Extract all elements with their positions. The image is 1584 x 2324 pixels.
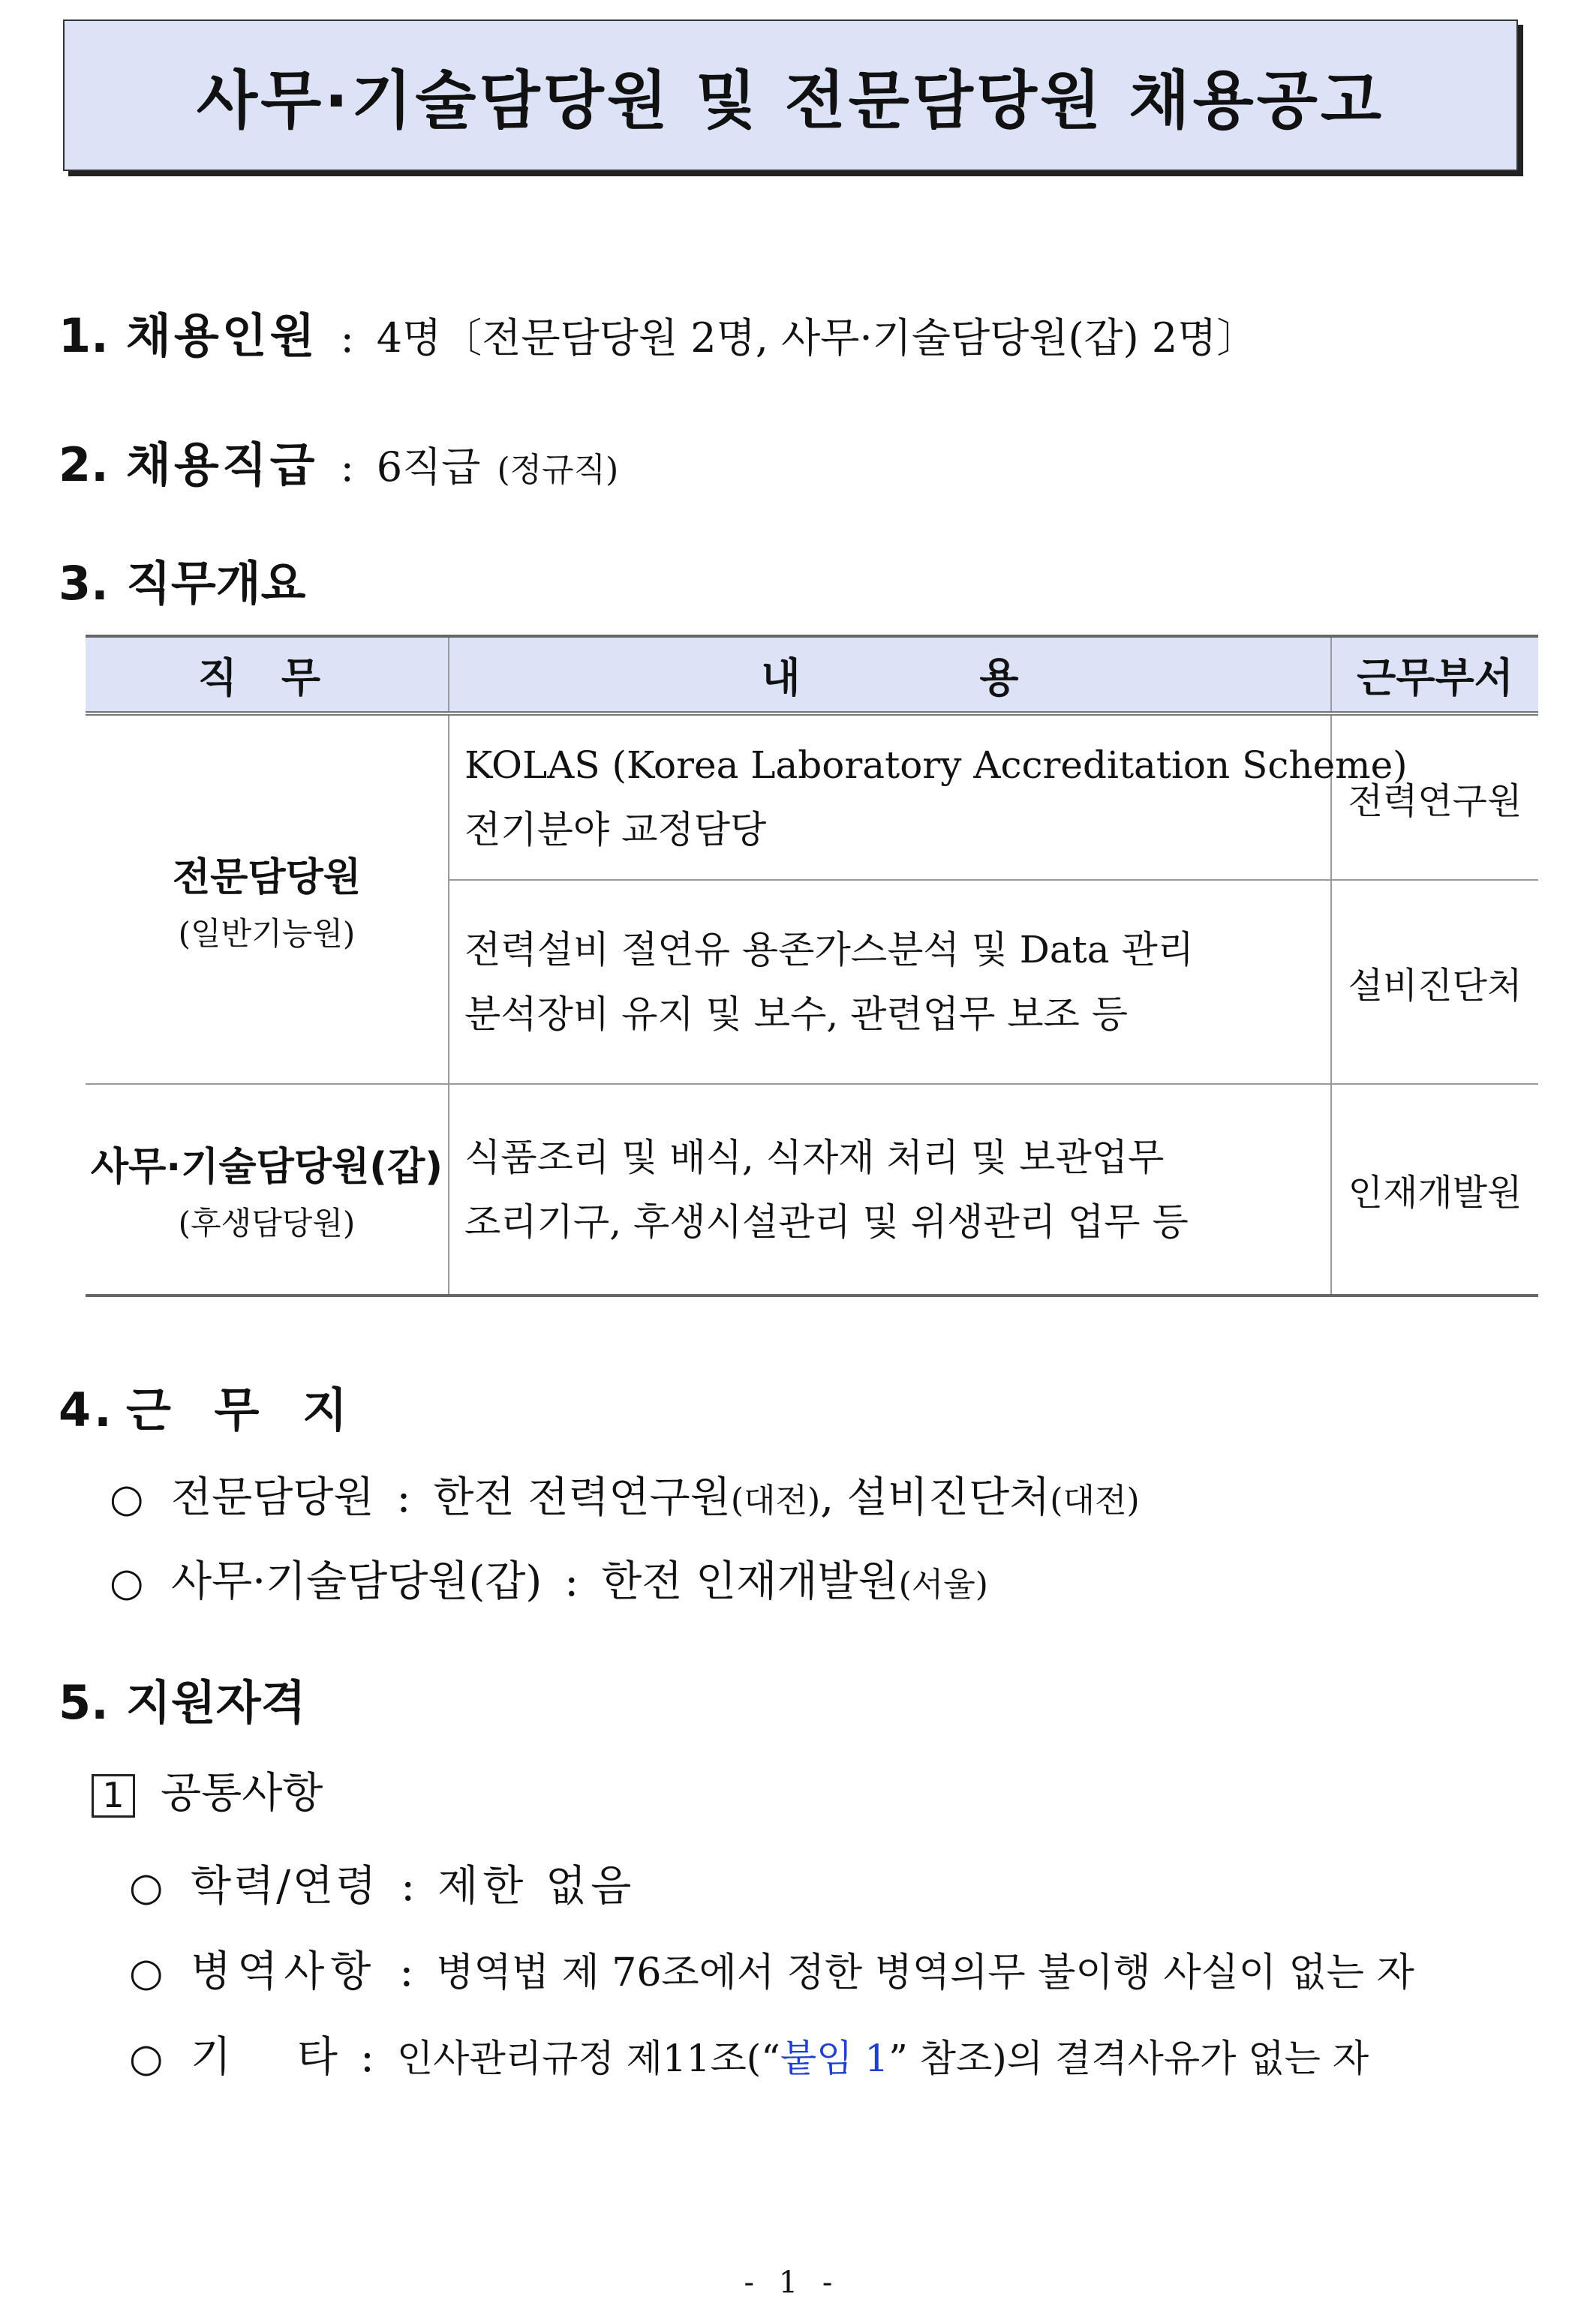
table-row — [86, 713, 1538, 880]
requirement-label: 학력/연령 — [191, 1862, 379, 1911]
section-4 — [59, 1373, 350, 1440]
section-2-text: 6직급 — [376, 443, 481, 491]
section-1-text: 4명〔전문담당원 2명, 사무·기술담당원(갑) 2명〕 — [376, 314, 1258, 362]
content-line: 분석장비 유지 및 보수, 관련업무 보조 등 — [464, 992, 1129, 1036]
workplace-label: 사무·기술담당원(갑) — [171, 1557, 543, 1606]
section-5 — [59, 1665, 306, 1732]
section-2-number: 2. — [59, 437, 109, 492]
content-line: KOLAS (Korea Laboratory Accreditation Scheme) — [464, 743, 1408, 787]
content-cell — [449, 713, 1408, 880]
bullet-icon: ○ — [110, 1476, 144, 1521]
dept-cell: 인재개발원 — [1331, 1084, 1538, 1296]
table-header-row — [86, 636, 1538, 713]
requirement-label: 기 타 — [191, 2033, 338, 2082]
content-line: 조리기구, 후생시설관리 및 위생관리 업무 등 — [464, 1200, 1189, 1244]
requirement-text: 병역법 제 76조에서 정한 병역의무 불이행 사실이 없는 자 — [436, 1950, 1414, 1995]
role-name: 사무·기술담당원(갑) — [90, 1145, 443, 1190]
workplace-location: (대전) — [1050, 1482, 1140, 1520]
role-subtitle: (후생담당원) — [178, 1205, 356, 1242]
requirement-colon: : — [401, 1862, 416, 1911]
requirement-colon: : — [399, 1947, 414, 1996]
header-dept: 근무부서 — [1331, 636, 1538, 713]
subsection-common — [92, 1760, 323, 1820]
section-5-number: 5. — [59, 1675, 109, 1730]
section-2 — [59, 428, 618, 494]
section-2-heading: 채용직급 — [126, 437, 318, 492]
workplace-location: (대전) — [730, 1482, 821, 1520]
header-role: 직 무 — [86, 636, 449, 713]
requirement-item — [129, 1853, 636, 1913]
section-4-number: 4. — [59, 1383, 115, 1437]
role-cell — [86, 713, 449, 1084]
page-title: 사무·기술담당원 및 전문담당원 채용공고 — [196, 63, 1385, 137]
section-1-number: 1. — [59, 308, 109, 363]
workplace-location: (서울) — [898, 1566, 988, 1604]
requirement-text: ” 참조)의 결격사유가 없는 자 — [888, 2037, 1369, 2080]
requirement-text: 제한 없음 — [437, 1862, 636, 1911]
requirement-item — [129, 1938, 1414, 1998]
content-cell — [449, 880, 1331, 1084]
section-4-heading: 근 무 지 — [126, 1383, 350, 1437]
workplace-colon: : — [396, 1473, 411, 1522]
header-content: 내 용 — [449, 636, 1331, 713]
section-3-heading: 직무개요 — [126, 556, 306, 611]
section-1-heading: 채용인원 — [126, 308, 318, 363]
attachment-reference-link[interactable]: 붙임 1 — [780, 2037, 889, 2080]
dept-cell: 설비진단처 — [1331, 880, 1538, 1084]
workplace-text: , 설비진단처 — [820, 1473, 1050, 1522]
section-2-note: (정규직) — [497, 451, 619, 489]
workplace-text: 한전 인재개발원 — [601, 1557, 899, 1606]
bullet-icon: ○ — [110, 1560, 144, 1605]
page-number: - 1 - — [744, 2265, 840, 2300]
requirement-text: 인사관리규정 제11조(“ — [396, 2037, 780, 2080]
requirement-colon: : — [360, 2033, 374, 2082]
workplace-item — [110, 1464, 1140, 1524]
workplace-text: 한전 전력연구원 — [433, 1473, 731, 1522]
dept-cell: 전력연구원 — [1331, 713, 1538, 880]
section-1 — [59, 299, 1257, 365]
section-1-colon: : — [340, 314, 354, 362]
bullet-icon: ○ — [129, 1950, 164, 1995]
role-name: 전문담당원 — [172, 854, 362, 900]
requirement-item — [129, 2024, 1369, 2084]
role-cell — [86, 1084, 449, 1296]
content-line: 전기분야 교정담당 — [464, 808, 767, 851]
section-5-heading: 지원자격 — [126, 1675, 306, 1730]
role-subtitle: (일반기능원) — [178, 914, 356, 952]
bullet-icon: ○ — [129, 2036, 164, 2081]
requirement-label: 병역사항 — [191, 1947, 377, 1996]
section-3-number: 3. — [59, 556, 109, 611]
content-cell — [449, 1084, 1331, 1296]
section-2-colon: : — [340, 443, 354, 491]
workplace-label: 전문담당원 — [171, 1473, 374, 1522]
content-line: 식품조리 및 배식, 식자재 처리 및 보관업무 — [464, 1135, 1165, 1179]
title-box — [63, 20, 1518, 171]
content-line: 전력설비 절연유 용존가스분석 및 Data 관리 — [464, 928, 1195, 971]
workplace-colon: : — [564, 1557, 579, 1606]
subsection-number-box: 1 — [92, 1774, 135, 1818]
subsection-label: 공통사항 — [161, 1769, 323, 1818]
bullet-icon: ○ — [129, 1865, 164, 1910]
job-overview-table — [86, 635, 1538, 1297]
section-3 — [59, 546, 306, 613]
table-row — [86, 1084, 1538, 1296]
workplace-item — [110, 1548, 988, 1608]
